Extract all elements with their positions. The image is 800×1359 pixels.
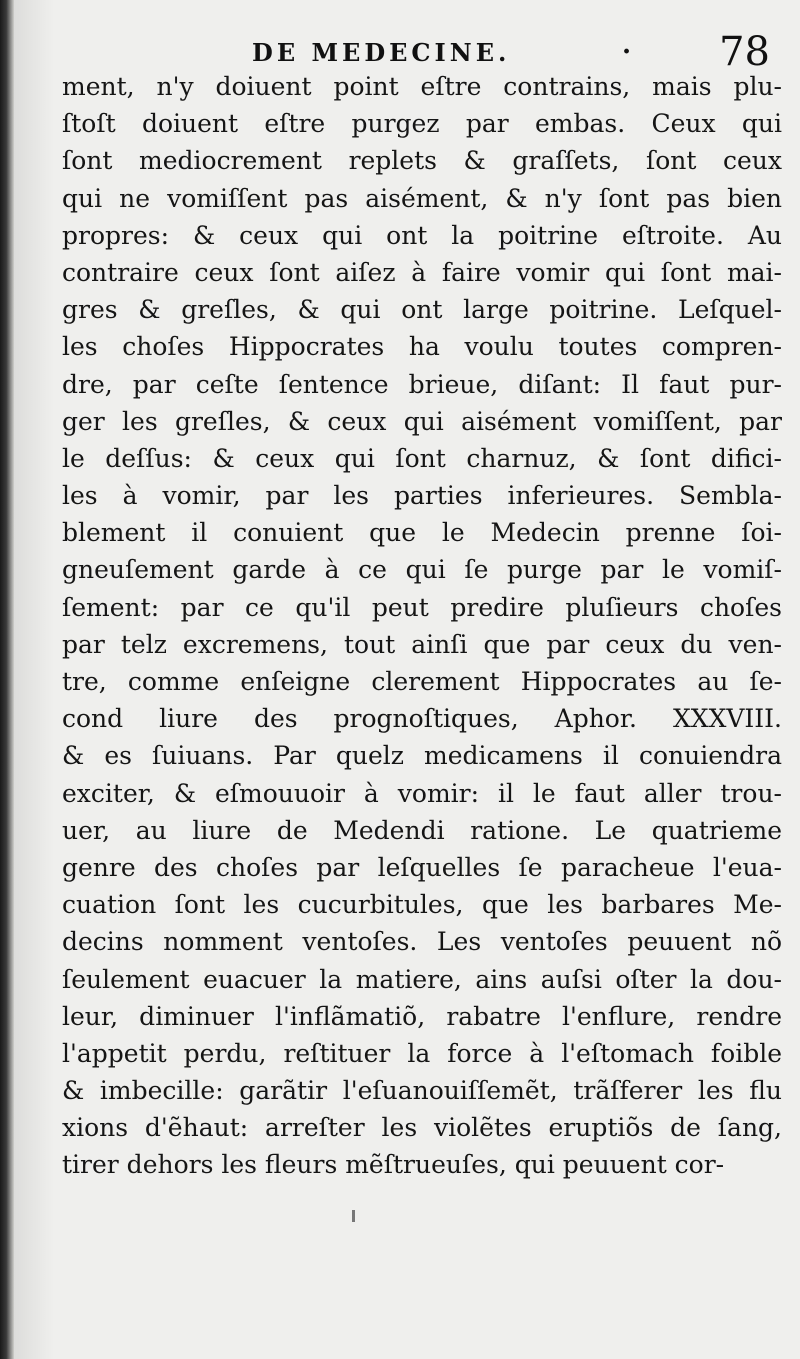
text-line: les à vomir, par les parties inferieures. Sembla-	[62, 481, 782, 511]
text-line: ſont mediocrement replets & graſſets, ſont ceux	[62, 146, 782, 176]
text-line: gres & greſles, & qui ont large poitrine. Leſquel-	[62, 295, 782, 325]
text-line: ger les greſles, & ceux qui aisément vomiſſent, par	[62, 406, 782, 436]
text-line: ſement: par ce qu'il peut predire pluſieurs choſes	[62, 592, 782, 622]
text-line: ment, n'y doiuent point eſtre contrains, mais plu-	[62, 72, 782, 101]
text-line: gneuſement garde à ce qui ſe purge par le vomiſ-	[62, 555, 782, 585]
text-line: blement il conuient que le Medecin prenne ſoi-	[62, 518, 782, 548]
text-line: dre, par ceſte ſentence brieue, diſant: Il faut pur-	[62, 369, 782, 399]
text-line: cuation ſont les cucurbitules, que les barbares Me-	[62, 890, 782, 920]
body-text	[62, 68, 782, 1184]
text-line: le deſſus: & ceux qui ſont charnuz, & ſont difici-	[62, 443, 782, 473]
page-binding-edge	[0, 0, 14, 1359]
page-number: 78	[719, 29, 770, 75]
text-line: cond liure des prognoſtiques, Aphor. XXXVIII.	[62, 704, 782, 734]
print-mark	[352, 1210, 355, 1222]
text-line: leur, diminuer l'inflãmatiõ, rabatre l'enflure, rendre	[62, 1001, 782, 1031]
text-line: l'appetit perdu, reſtituer la force à l'eſtomach foible	[62, 1038, 782, 1068]
text-line: qui ne vomiſſent pas aisément, & n'y ſont pas bien	[62, 183, 782, 213]
text-line: tre, comme enſeigne clerement Hippocrates au ſe-	[62, 667, 782, 696]
text-line: decins nomment ventoſes. Les ventoſes peuuent nõ	[62, 927, 782, 957]
gutter-shadow	[14, 0, 54, 1359]
running-head: DE MEDECINE.	[252, 38, 511, 67]
text-line: & es ſuiuans. Par quelz medicamens il conuiendra	[62, 741, 782, 771]
text-line: uer, au liure de Medendi ratione. Le quatrieme	[62, 815, 782, 845]
header-dot: .	[622, 30, 632, 60]
text-line: contraire ceux ſont aiſez à faire vomir qui ſont mai-	[62, 257, 782, 287]
text-line: ſtoſt doiuent eſtre purgez par embas. Ceux qui	[62, 109, 782, 139]
text-line: propres: & ceux qui ont la poitrine eſtroite. Au	[62, 220, 782, 250]
text-line: exciter, & eſmouuoir à vomir: il le faut aller trou-	[62, 778, 782, 808]
text-line: genre des choſes par leſquelles ſe paracheue l'eua-	[62, 852, 782, 882]
text-line: xions d'ẽhaut: arreſter les violẽtes eruptiõs de ſang,	[62, 1113, 782, 1143]
text-line: & imbecille: garãtir l'eſuanouiſſemẽt, trãſferer les flu	[62, 1076, 782, 1106]
text-line: les choſes Hippocrates ha voulu toutes compren-	[62, 332, 782, 362]
text-line: ſeulement euacuer la matiere, ains auſsi oſter la dou-	[62, 964, 782, 994]
text-line: tirer dehors les fleurs mẽſtrueuſes, qui peuuent cor-	[62, 1150, 725, 1180]
text-line: par telz excremens, tout ainſi que par ceux du ven-	[62, 629, 782, 659]
